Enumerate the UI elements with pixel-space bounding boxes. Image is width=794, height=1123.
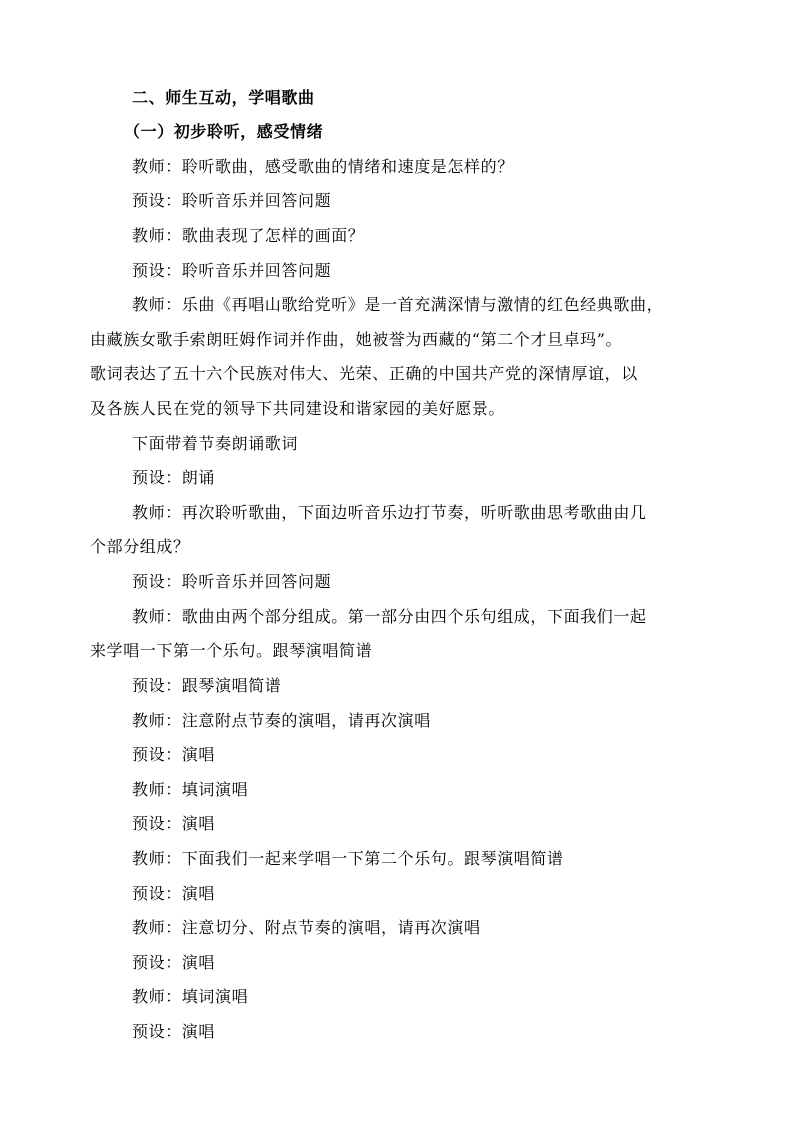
paragraph-line: 教师：歌曲表现了怎样的画面？: [132, 226, 365, 245]
paragraph-line: 预设：聆听音乐并回答问题: [132, 191, 332, 210]
paragraph-line: 教师：歌曲由两个部分组成。第一部分由四个乐句组成，下面我们一起: [132, 607, 647, 626]
subsection-heading: （一）初步聆听，感受情绪: [124, 122, 324, 141]
paragraph-line: 预设：跟琴演唱简谱: [132, 676, 282, 695]
paragraph-line: 预设：演唱: [132, 884, 216, 903]
paragraph-line: 由藏族女歌手索朗旺姆作词并作曲，她被誉为西藏的“第二个才旦卓玛”。: [90, 330, 623, 349]
paragraph-line: 下面带着节奏朗诵歌词: [132, 434, 299, 453]
paragraph-line: 歌词表达了五十六个民族对伟大、光荣、正确的中国共产党的深情厚谊，以: [90, 364, 638, 383]
paragraph-line: 教师：注意切分、附点节奏的演唱，请再次演唱: [132, 918, 481, 937]
paragraph-line: 及各族人民在党的领导下共同建设和谐家园的美好愿景。: [90, 399, 506, 418]
paragraph-line: 预设：演唱: [132, 814, 216, 833]
paragraph-line: 教师：填词演唱: [132, 987, 249, 1006]
paragraph-line: 教师：注意附点节奏的演唱，请再次演唱: [132, 711, 431, 730]
paragraph-line: 教师：乐曲《再唱山歌给党听》是一首充满深情与激情的红色经典歌曲，: [132, 295, 664, 314]
paragraph-line: 预设：演唱: [132, 745, 216, 764]
paragraph-line: 教师：再次聆听歌曲，下面边听音乐边打节奏，听听歌曲思考歌曲由几: [132, 503, 647, 522]
paragraph-line: 来学唱一下第一个乐句。跟琴演唱简谱: [90, 641, 373, 660]
paragraph-line: 预设：演唱: [132, 953, 216, 972]
paragraph-line: 预设：聆听音乐并回答问题: [132, 261, 332, 280]
paragraph-line: 教师：填词演唱: [132, 780, 249, 799]
paragraph-line: 预设：聆听音乐并回答问题: [132, 572, 332, 591]
paragraph-line: 教师：聆听歌曲，感受歌曲的情绪和速度是怎样的？: [132, 157, 514, 176]
paragraph-line: 教师：下面我们一起来学唱一下第二个乐句。跟琴演唱简谱: [132, 849, 564, 868]
section-heading: 二、师生互动，学唱歌曲: [132, 88, 315, 107]
paragraph-line: 预设：演唱: [132, 1022, 216, 1041]
paragraph-line: 个部分组成？: [90, 537, 190, 556]
paragraph-line: 预设：朗诵: [132, 468, 216, 487]
